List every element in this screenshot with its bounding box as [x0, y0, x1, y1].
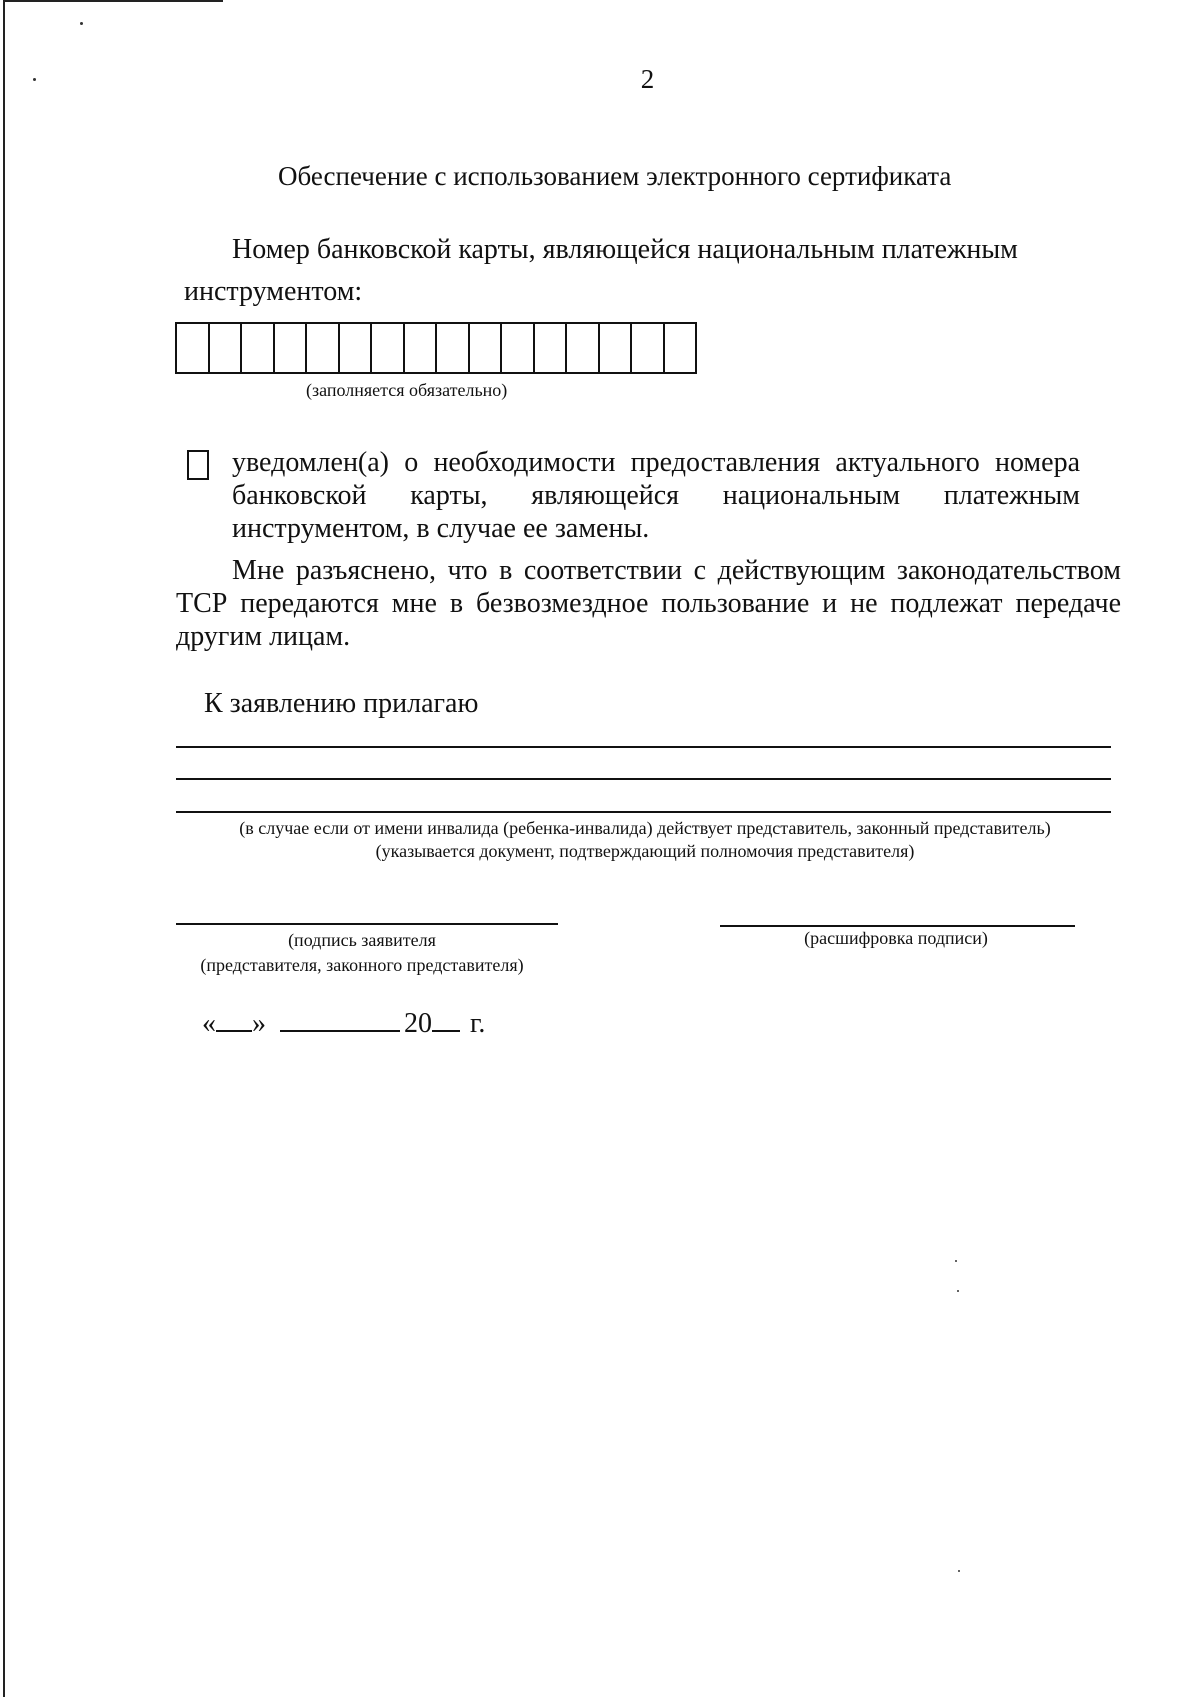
signature-caption-line2: (представителя, законного представителя)	[200, 955, 524, 975]
date-day-blank[interactable]	[216, 1008, 252, 1032]
card-number-grid[interactable]	[175, 322, 697, 374]
card-digit-cell[interactable]	[275, 322, 308, 374]
card-digit-cell[interactable]	[600, 322, 633, 374]
card-digit-cell[interactable]	[437, 322, 470, 374]
card-digit-cell[interactable]	[567, 322, 600, 374]
scan-speck	[955, 1260, 957, 1262]
card-digit-cell[interactable]	[665, 322, 698, 374]
attachment-line-1[interactable]	[176, 746, 1111, 748]
card-digit-cell[interactable]	[307, 322, 340, 374]
signature-decode-caption: (расшифровка подписи)	[804, 928, 988, 948]
card-digit-cell[interactable]	[632, 322, 665, 374]
card-number-note: (заполняется обязательно)	[306, 380, 508, 400]
scan-speck	[957, 1290, 959, 1292]
explanation-paragraph: Мне разъяснено, что в соответствии с действующим законодательством ТСР передаются мне в безвозмездное пользование и не подлежат передаче другим лицам.	[176, 555, 1121, 652]
signature-decode-line[interactable]	[720, 925, 1075, 927]
card-number-label-continued: инструментом:	[184, 276, 363, 307]
card-digit-cell[interactable]	[242, 322, 275, 374]
scan-speck	[80, 22, 83, 25]
representative-note-line1: (в случае если от имени инвалида (ребенка-инвалида) действует представитель, законный представитель)	[239, 818, 1051, 838]
signature-caption	[176, 928, 548, 978]
card-digit-cell[interactable]	[372, 322, 405, 374]
card-digit-cell[interactable]	[470, 322, 503, 374]
page-number: 2	[640, 64, 655, 94]
date-open-quote: «	[202, 1008, 216, 1039]
card-number-label: Номер банковской карты, являющейся национальным платежным	[232, 234, 1018, 265]
date-field	[202, 1008, 485, 1040]
card-digit-cell[interactable]	[210, 322, 243, 374]
signature-caption-line1: (подпись заявителя	[288, 930, 436, 950]
representative-note	[176, 817, 1114, 863]
attachment-line-3[interactable]	[176, 811, 1111, 813]
date-year-prefix: 20	[404, 1008, 432, 1039]
scan-border	[3, 0, 5, 1697]
notice-text: уведомлен(а) о необходимости предоставления актуального номера банковской карты, являющейся национальным платежным инструментом, в случае ее замены.	[232, 447, 1080, 544]
notice-checkbox[interactable]	[187, 450, 209, 480]
signature-line[interactable]	[176, 923, 558, 925]
scan-speck	[958, 1570, 960, 1572]
date-year-suffix: г.	[470, 1008, 486, 1039]
card-digit-cell[interactable]	[502, 322, 535, 374]
scan-border-top	[3, 0, 223, 2]
attachments-label: К заявлению прилагаю	[204, 688, 479, 719]
date-month-blank[interactable]	[280, 1008, 400, 1032]
card-digit-cell[interactable]	[535, 322, 568, 374]
representative-note-line2: (указывается документ, подтверждающий полномочия представителя)	[375, 841, 915, 861]
document-title: Обеспечение с использованием электронного сертификата	[278, 161, 952, 191]
card-digit-cell[interactable]	[177, 322, 210, 374]
card-digit-cell[interactable]	[340, 322, 373, 374]
date-year-blank[interactable]	[432, 1008, 460, 1032]
attachment-line-2[interactable]	[176, 778, 1111, 780]
card-digit-cell[interactable]	[405, 322, 438, 374]
date-close-quote: »	[252, 1008, 266, 1039]
